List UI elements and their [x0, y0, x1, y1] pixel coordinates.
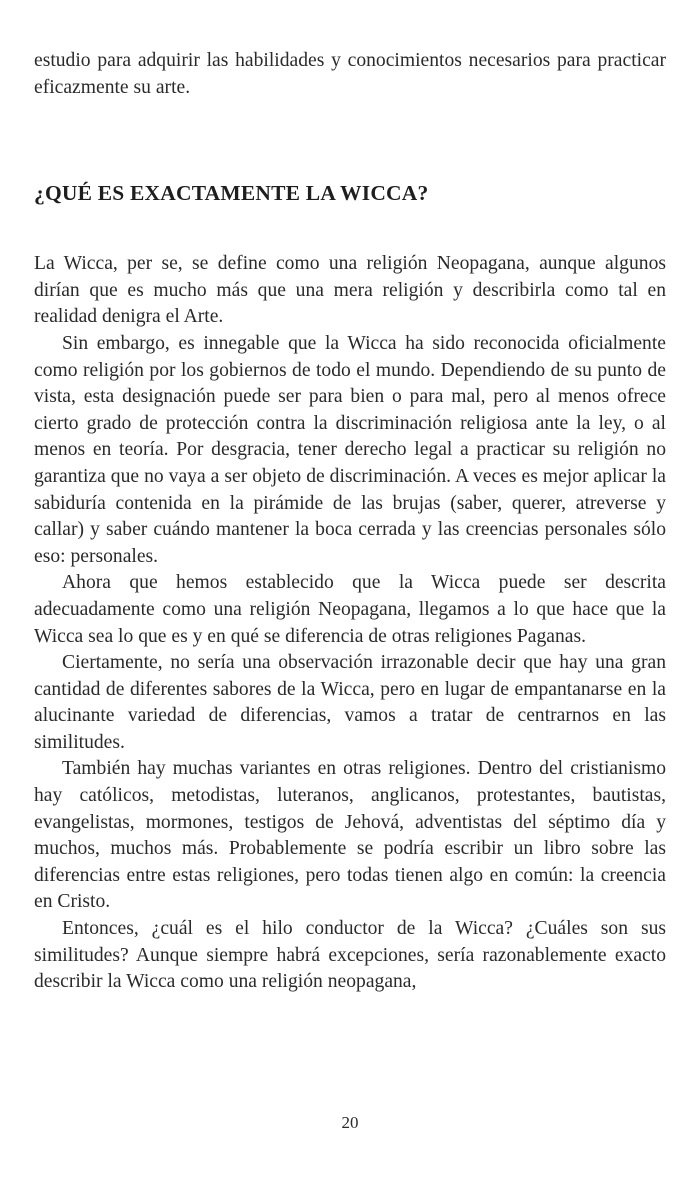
paragraph-5: También hay muchas variantes en otras religiones. Dentro del cristianismo hay católicos, metodistas, luteranos, anglicanos, protestantes, bautistas, evangelistas, mormones, testigos de Jehová, adventistas del séptimo día y muchos, muchos más. Probablemente se podría escribir un libro sobre las diferencias entre estas religiones, pero todas tienen algo en común: la creencia en Cristo.	[34, 758, 666, 913]
section-heading: ¿QUÉ ES EXACTAMENTE LA WICCA?	[34, 181, 429, 206]
paragraph-2: Sin embargo, es innegable que la Wicca ha sido reconocida oficialmente como religión por los gobiernos de todo el mundo. Dependiendo de su punto de vista, esta designación puede ser para bien o para mal, pero al menos ofrece cierto grado de protección contra la discriminación religiosa ante la ley, o al menos en teoría. Por desgracia, tener derecho legal a practicar su religión no garantiza que no vaya a ser objeto de discriminación. A veces es mejor aplicar la sabiduría contenida en la pirámide de las brujas (saber, querer, atreverse y callar) y saber cuándo mantener la boca cerrada y las creencias personales sólo eso: personales.	[34, 332, 666, 567]
paragraph-3: Ahora que hemos establecido que la Wicca puede ser descrita adecuadamente como una religión Neopagana, llegamos a lo que hace que la Wicca sea lo que es y en qué se diferencia de otras religiones Paganas.	[34, 572, 666, 647]
book-page	[34, 48, 666, 996]
intro-paragraph: estudio para adquirir las habilidades y conocimientos necesarios para practicar eficazmente su arte.	[34, 50, 666, 98]
body-text	[34, 251, 666, 996]
paragraph-6: Entonces, ¿cuál es el hilo conductor de la Wicca? ¿Cuáles son sus similitudes? Aunque siempre habrá excepciones, sería razonablemente exacto describir la Wicca como una religión neopagana,	[34, 918, 666, 993]
paragraph-4: Ciertamente, no sería una observación irrazonable decir que hay una gran cantidad de diferentes sabores de la Wicca, pero en lugar de empantanarse en la alucinante variedad de diferencias, vamos a tratar de centrarnos en las similitudes.	[34, 652, 666, 753]
page-number: 20	[341, 1113, 359, 1132]
paragraph-1: La Wicca, per se, se define como una religión Neopagana, aunque algunos dirían que es mucho más que una mera religión y describirla como tal en realidad denigra el Arte.	[34, 253, 666, 328]
